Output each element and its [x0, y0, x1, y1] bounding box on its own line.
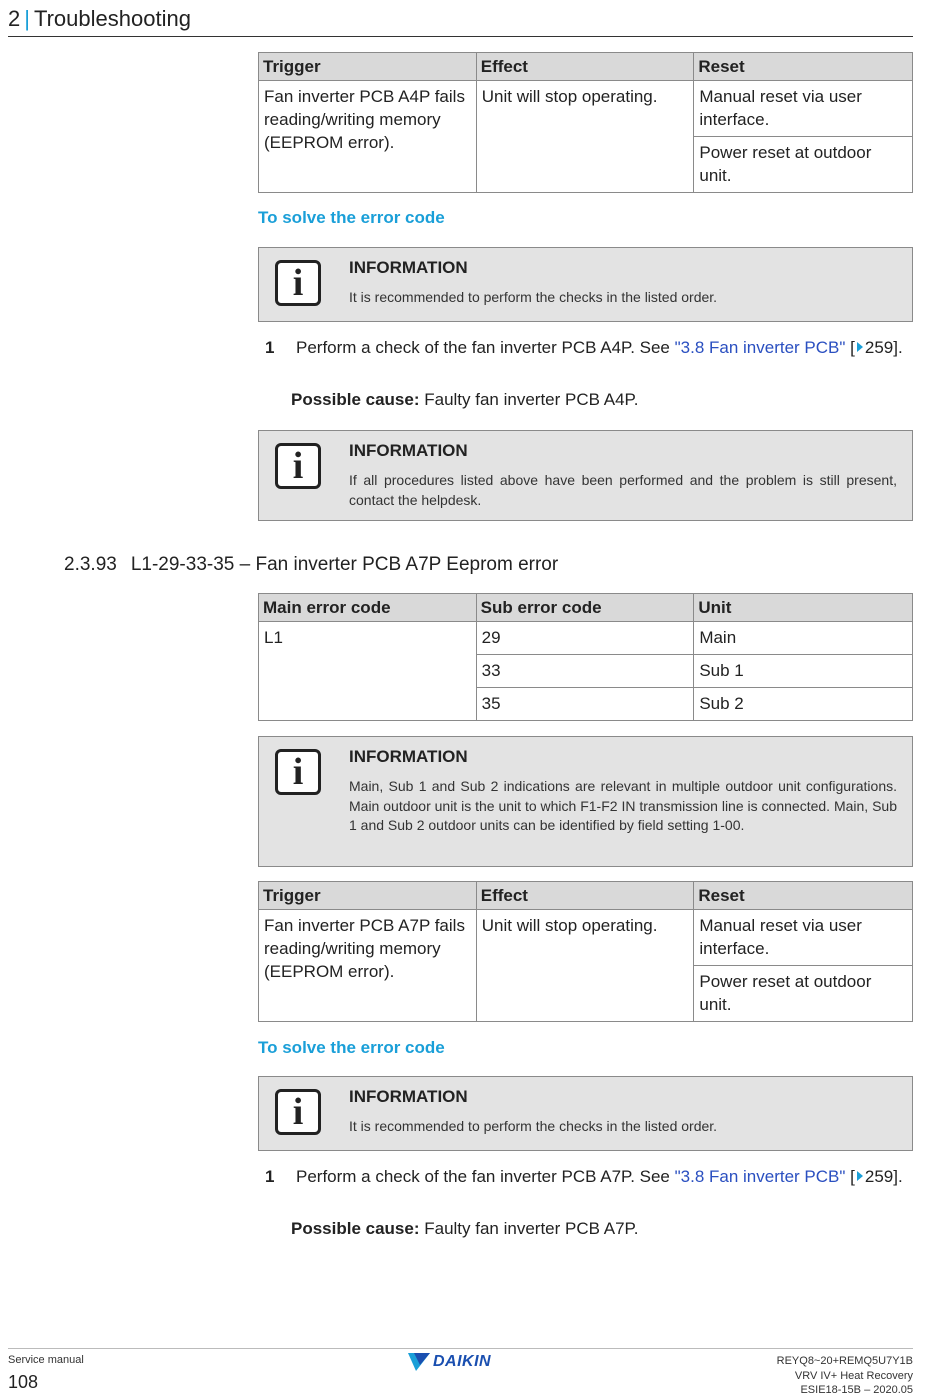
column-header-trigger: Trigger [259, 53, 477, 81]
possible-cause-text: Faulty fan inverter PCB A4P. [419, 390, 639, 409]
information-box [258, 736, 913, 867]
reset-cell: Power reset at outdoor unit. [694, 137, 913, 193]
column-header-effect: Effect [476, 882, 694, 910]
trigger-effect-reset-table-a4p [258, 52, 913, 193]
column-header-reset: Reset [694, 882, 913, 910]
information-title: INFORMATION [349, 747, 468, 766]
error-code-table [258, 593, 913, 721]
trigger-cell: Fan inverter PCB A7P fails reading/writing memory (EEPROM error). [259, 910, 477, 1022]
page-reference[interactable]: 259]. [864, 1167, 903, 1186]
daikin-logo [408, 1353, 491, 1371]
step-number: 1 [265, 1167, 275, 1186]
reset-cell: Manual reset via user interface. [694, 81, 913, 137]
unit-cell: Main [694, 622, 913, 655]
column-header-main-error-code: Main error code [259, 594, 477, 622]
unit-cell: Sub 2 [694, 688, 913, 721]
possible-cause [291, 390, 638, 410]
information-box [258, 430, 913, 521]
unit-cell: Sub 1 [694, 655, 913, 688]
column-header-sub-error-code: Sub error code [476, 594, 694, 622]
information-box [258, 247, 913, 322]
information-icon: i [275, 1089, 321, 1135]
section-title: L1-29-33-35 – Fan inverter PCB A7P Eeprom error [130, 554, 559, 575]
brand-name: DAIKIN [433, 1353, 492, 1370]
information-box [258, 1076, 913, 1151]
model-number: REYQ8~20+REMQ5U7Y1B [776, 1355, 913, 1367]
header-divider [8, 36, 913, 37]
section-number: 2.3.93 [64, 554, 117, 575]
column-header-reset: Reset [694, 53, 913, 81]
possible-cause [291, 1219, 638, 1239]
solve-error-heading: To solve the error code [258, 208, 445, 227]
reset-cell: Manual reset via user interface. [694, 910, 913, 966]
trigger-effect-reset-table-a7p [258, 881, 913, 1022]
information-icon: i [275, 443, 321, 489]
information-title: INFORMATION [349, 258, 468, 277]
column-header-unit: Unit [694, 594, 913, 622]
effect-cell: Unit will stop operating. [476, 81, 694, 193]
step-text: Perform a check of the fan inverter PCB A4P. See [296, 338, 675, 357]
chapter-number: 2 [8, 6, 21, 31]
document-id: ESIE18-15B – 2020.05 [800, 1384, 913, 1396]
possible-cause-text: Faulty fan inverter PCB A7P. [419, 1219, 639, 1238]
column-header-effect: Effect [476, 53, 694, 81]
chapter-title: Troubleshooting [33, 6, 191, 31]
footer-document-info [777, 1354, 913, 1398]
effect-cell: Unit will stop operating. [476, 910, 694, 1022]
information-title: INFORMATION [349, 1087, 468, 1106]
page-arrow-icon [857, 342, 863, 352]
information-icon: i [275, 260, 321, 306]
procedure-step: 1 Perform a check of the fan inverter PCB A7P. See "3.8 Fan inverter PCB" [ 259]. [265, 1167, 903, 1186]
page-reference[interactable]: 259]. [864, 338, 903, 357]
information-title: INFORMATION [349, 441, 468, 460]
information-text: It is recommended to perform the checks in the listed order. [349, 289, 718, 305]
sub-error-code-cell: 33 [476, 655, 694, 688]
step-number: 1 [265, 338, 275, 357]
reset-cell: Power reset at outdoor unit. [694, 966, 913, 1022]
sub-error-code-cell: 35 [476, 688, 694, 721]
product-series: VRV IV+ Heat Recovery [794, 1369, 913, 1382]
sub-error-code-cell: 29 [476, 622, 694, 655]
main-error-code-cell: L1 [259, 622, 477, 721]
footer-divider [8, 1348, 913, 1349]
section-heading [64, 554, 558, 576]
daikin-logo-icon [408, 1353, 430, 1371]
page-number: 108 [8, 1372, 39, 1392]
information-text: It is recommended to perform the checks in the listed order. [349, 1118, 718, 1134]
trigger-cell: Fan inverter PCB A4P fails reading/writing memory (EEPROM error). [259, 81, 477, 193]
information-text: Main, Sub 1 and Sub 2 indications are relevant in multiple outdoor unit configurations. Main outdoor unit is the unit to which F1-F2 IN transmission line is connected. Main, Sub 1 and Sub 2 outdoor units can be identified by field setting 1-00. [349, 778, 897, 833]
information-text: If all procedures listed above have been performed and the problem is still present, contact the helpdesk. [349, 472, 897, 508]
page-header: 2 | Troubleshooting [8, 6, 191, 31]
document-type: Service manual [8, 1354, 84, 1366]
reference-link[interactable]: "3.8 Fan inverter PCB" [674, 1167, 846, 1186]
information-icon: i [275, 749, 321, 795]
reference-link[interactable]: "3.8 Fan inverter PCB" [674, 338, 846, 357]
step-text: Perform a check of the fan inverter PCB A7P. See [296, 1167, 675, 1186]
possible-cause-label: Possible cause: [291, 1219, 420, 1238]
procedure-step: 1 Perform a check of the fan inverter PCB A4P. See "3.8 Fan inverter PCB" [ 259]. [265, 338, 903, 357]
possible-cause-label: Possible cause: [291, 390, 420, 409]
page-arrow-icon [857, 1171, 863, 1181]
column-header-trigger: Trigger [259, 882, 477, 910]
solve-error-heading: To solve the error code [258, 1038, 445, 1057]
